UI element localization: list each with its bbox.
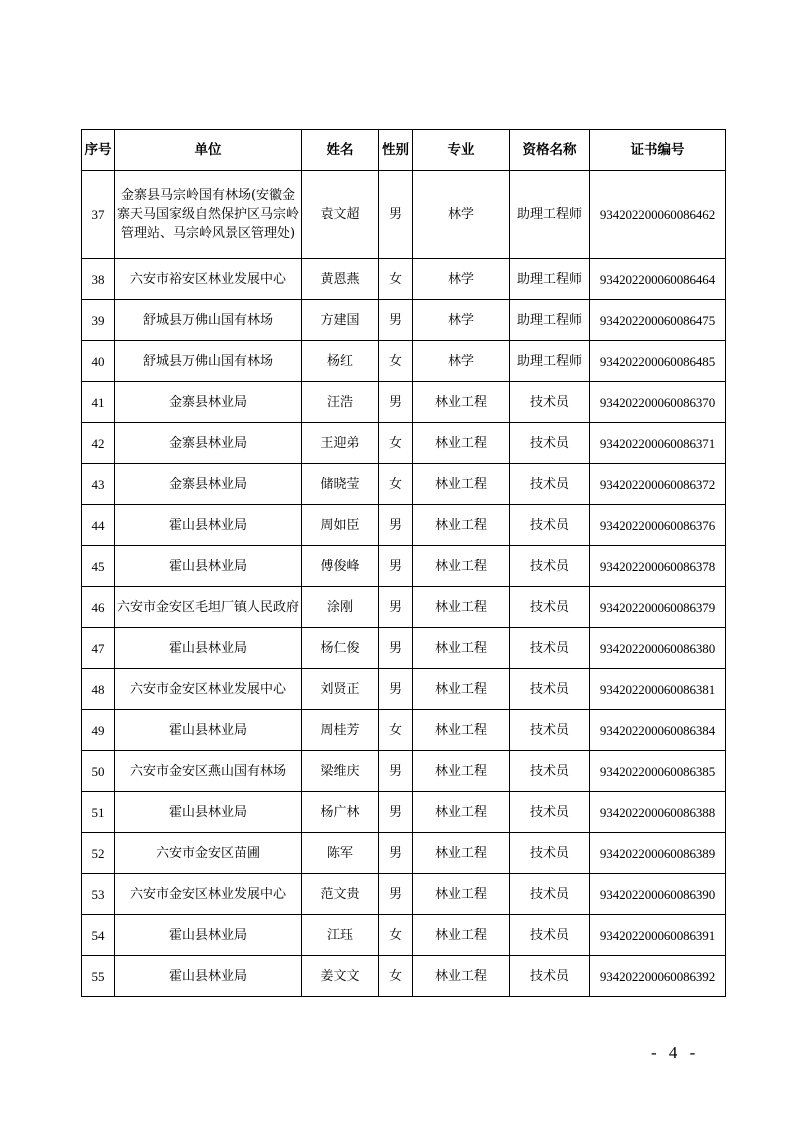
cell-major: 林业工程	[413, 710, 510, 751]
cell-certificate-number: 934202200060086389	[590, 833, 726, 874]
cell-qualification: 助理工程师	[510, 341, 590, 382]
header-name: 姓名	[302, 130, 379, 171]
cell-index: 52	[82, 833, 115, 874]
table-row	[82, 710, 726, 751]
table-row	[82, 423, 726, 464]
cell-major: 林业工程	[413, 833, 510, 874]
cell-certificate-number: 934202200060086462	[590, 171, 726, 259]
cell-qualification: 技术员	[510, 505, 590, 546]
cell-qualification: 技术员	[510, 669, 590, 710]
cell-index: 38	[82, 259, 115, 300]
header-qualification: 资格名称	[510, 130, 590, 171]
cell-gender: 女	[379, 915, 413, 956]
cell-qualification: 技术员	[510, 833, 590, 874]
cell-name: 周如臣	[302, 505, 379, 546]
cell-name: 方建国	[302, 300, 379, 341]
table-row	[82, 915, 726, 956]
table-row	[82, 587, 726, 628]
table-row	[82, 382, 726, 423]
cell-index: 37	[82, 171, 115, 259]
cell-index: 50	[82, 751, 115, 792]
cell-gender: 女	[379, 464, 413, 505]
cell-certificate-number: 934202200060086380	[590, 628, 726, 669]
cell-unit: 金寨县马宗岭国有林场(安徽金寨天马国家级自然保护区马宗岭管理站、马宗岭风景区管理处)	[115, 171, 302, 259]
header-gender: 性别	[379, 130, 413, 171]
header-major: 专业	[413, 130, 510, 171]
cell-unit: 金寨县林业局	[115, 382, 302, 423]
table-row	[82, 259, 726, 300]
cell-qualification: 技术员	[510, 956, 590, 997]
cell-certificate-number: 934202200060086384	[590, 710, 726, 751]
table-row	[82, 628, 726, 669]
header-unit: 单位	[115, 130, 302, 171]
cell-major: 林业工程	[413, 669, 510, 710]
table-row	[82, 669, 726, 710]
cell-unit: 舒城县万佛山国有林场	[115, 341, 302, 382]
table-row	[82, 751, 726, 792]
cell-major: 林业工程	[413, 423, 510, 464]
cell-index: 40	[82, 341, 115, 382]
cell-index: 41	[82, 382, 115, 423]
cell-qualification: 技术员	[510, 546, 590, 587]
cell-major: 林业工程	[413, 915, 510, 956]
cell-index: 47	[82, 628, 115, 669]
cell-unit: 六安市金安区毛坦厂镇人民政府	[115, 587, 302, 628]
table-row	[82, 833, 726, 874]
cell-name: 江珏	[302, 915, 379, 956]
cell-qualification: 技术员	[510, 915, 590, 956]
cell-name: 陈军	[302, 833, 379, 874]
cell-major: 林业工程	[413, 505, 510, 546]
cell-gender: 男	[379, 587, 413, 628]
cell-major: 林业工程	[413, 792, 510, 833]
cell-qualification: 技术员	[510, 382, 590, 423]
cell-unit: 六安市金安区林业发展中心	[115, 874, 302, 915]
cell-certificate-number: 934202200060086388	[590, 792, 726, 833]
cell-gender: 男	[379, 751, 413, 792]
cell-certificate-number: 934202200060086379	[590, 587, 726, 628]
cell-gender: 女	[379, 956, 413, 997]
cell-qualification: 技术员	[510, 751, 590, 792]
header-certificate-number: 证书编号	[590, 130, 726, 171]
cell-certificate-number: 934202200060086391	[590, 915, 726, 956]
cell-gender: 男	[379, 546, 413, 587]
cell-certificate-number: 934202200060086381	[590, 669, 726, 710]
cell-name: 刘贤正	[302, 669, 379, 710]
cell-gender: 女	[379, 710, 413, 751]
cell-qualification: 技术员	[510, 587, 590, 628]
cell-qualification: 助理工程师	[510, 300, 590, 341]
cell-gender: 女	[379, 423, 413, 464]
cell-unit: 舒城县万佛山国有林场	[115, 300, 302, 341]
cell-gender: 男	[379, 874, 413, 915]
header-row	[82, 130, 726, 171]
cell-major: 林业工程	[413, 587, 510, 628]
cell-name: 傅俊峰	[302, 546, 379, 587]
table-row	[82, 505, 726, 546]
cell-major: 林学	[413, 341, 510, 382]
cell-certificate-number: 934202200060086376	[590, 505, 726, 546]
cell-major: 林业工程	[413, 382, 510, 423]
cell-index: 53	[82, 874, 115, 915]
cell-unit: 霍山县林业局	[115, 546, 302, 587]
cell-major: 林学	[413, 171, 510, 259]
cell-index: 54	[82, 915, 115, 956]
cell-index: 49	[82, 710, 115, 751]
cell-major: 林业工程	[413, 464, 510, 505]
table-row	[82, 171, 726, 259]
cell-name: 储晓莹	[302, 464, 379, 505]
table-row	[82, 546, 726, 587]
cell-name: 姜文文	[302, 956, 379, 997]
cell-certificate-number: 934202200060086392	[590, 956, 726, 997]
table-row	[82, 956, 726, 997]
cell-index: 55	[82, 956, 115, 997]
cell-index: 43	[82, 464, 115, 505]
cell-index: 42	[82, 423, 115, 464]
cell-unit: 六安市裕安区林业发展中心	[115, 259, 302, 300]
table-row	[82, 874, 726, 915]
cell-unit: 霍山县林业局	[115, 792, 302, 833]
cell-major: 林业工程	[413, 874, 510, 915]
cell-name: 杨仁俊	[302, 628, 379, 669]
cell-unit: 金寨县林业局	[115, 423, 302, 464]
cell-certificate-number: 934202200060086372	[590, 464, 726, 505]
cell-gender: 男	[379, 669, 413, 710]
cell-certificate-number: 934202200060086485	[590, 341, 726, 382]
cell-qualification: 技术员	[510, 464, 590, 505]
cell-index: 46	[82, 587, 115, 628]
cell-name: 黄恩燕	[302, 259, 379, 300]
cell-index: 39	[82, 300, 115, 341]
cell-gender: 男	[379, 171, 413, 259]
cell-index: 44	[82, 505, 115, 546]
cell-qualification: 技术员	[510, 628, 590, 669]
cell-unit: 六安市金安区苗圃	[115, 833, 302, 874]
cell-qualification: 技术员	[510, 792, 590, 833]
cell-qualification: 助理工程师	[510, 259, 590, 300]
cell-unit: 霍山县林业局	[115, 710, 302, 751]
cell-name: 汪浩	[302, 382, 379, 423]
cell-name: 梁维庆	[302, 751, 379, 792]
cell-gender: 男	[379, 833, 413, 874]
roster-table	[81, 129, 726, 997]
cell-unit: 霍山县林业局	[115, 956, 302, 997]
cell-name: 涂刚	[302, 587, 379, 628]
cell-major: 林学	[413, 300, 510, 341]
cell-unit: 六安市金安区林业发展中心	[115, 669, 302, 710]
cell-index: 48	[82, 669, 115, 710]
cell-name: 杨广林	[302, 792, 379, 833]
header-index: 序号	[82, 130, 115, 171]
cell-major: 林业工程	[413, 628, 510, 669]
cell-name: 杨红	[302, 341, 379, 382]
cell-name: 范文贵	[302, 874, 379, 915]
cell-unit: 霍山县林业局	[115, 505, 302, 546]
cell-certificate-number: 934202200060086385	[590, 751, 726, 792]
cell-unit: 霍山县林业局	[115, 915, 302, 956]
cell-certificate-number: 934202200060086371	[590, 423, 726, 464]
cell-unit: 六安市金安区燕山国有林场	[115, 751, 302, 792]
table-row	[82, 341, 726, 382]
cell-gender: 男	[379, 628, 413, 669]
cell-certificate-number: 934202200060086390	[590, 874, 726, 915]
cell-major: 林业工程	[413, 956, 510, 997]
cell-name: 王迎弟	[302, 423, 379, 464]
page-number: - 4 -	[651, 1043, 700, 1062]
cell-name: 周桂芳	[302, 710, 379, 751]
cell-certificate-number: 934202200060086378	[590, 546, 726, 587]
cell-gender: 女	[379, 259, 413, 300]
cell-major: 林学	[413, 259, 510, 300]
cell-gender: 男	[379, 792, 413, 833]
cell-gender: 女	[379, 341, 413, 382]
cell-gender: 男	[379, 505, 413, 546]
cell-certificate-number: 934202200060086475	[590, 300, 726, 341]
cell-unit: 霍山县林业局	[115, 628, 302, 669]
cell-index: 45	[82, 546, 115, 587]
cell-qualification: 助理工程师	[510, 171, 590, 259]
cell-major: 林业工程	[413, 546, 510, 587]
cell-unit: 金寨县林业局	[115, 464, 302, 505]
cell-qualification: 技术员	[510, 423, 590, 464]
cell-gender: 男	[379, 300, 413, 341]
cell-name: 袁文超	[302, 171, 379, 259]
cell-certificate-number: 934202200060086370	[590, 382, 726, 423]
cell-qualification: 技术员	[510, 874, 590, 915]
cell-certificate-number: 934202200060086464	[590, 259, 726, 300]
table-row	[82, 792, 726, 833]
cell-qualification: 技术员	[510, 710, 590, 751]
cell-major: 林业工程	[413, 751, 510, 792]
cell-gender: 男	[379, 382, 413, 423]
cell-index: 51	[82, 792, 115, 833]
table-row	[82, 464, 726, 505]
table-row	[82, 300, 726, 341]
